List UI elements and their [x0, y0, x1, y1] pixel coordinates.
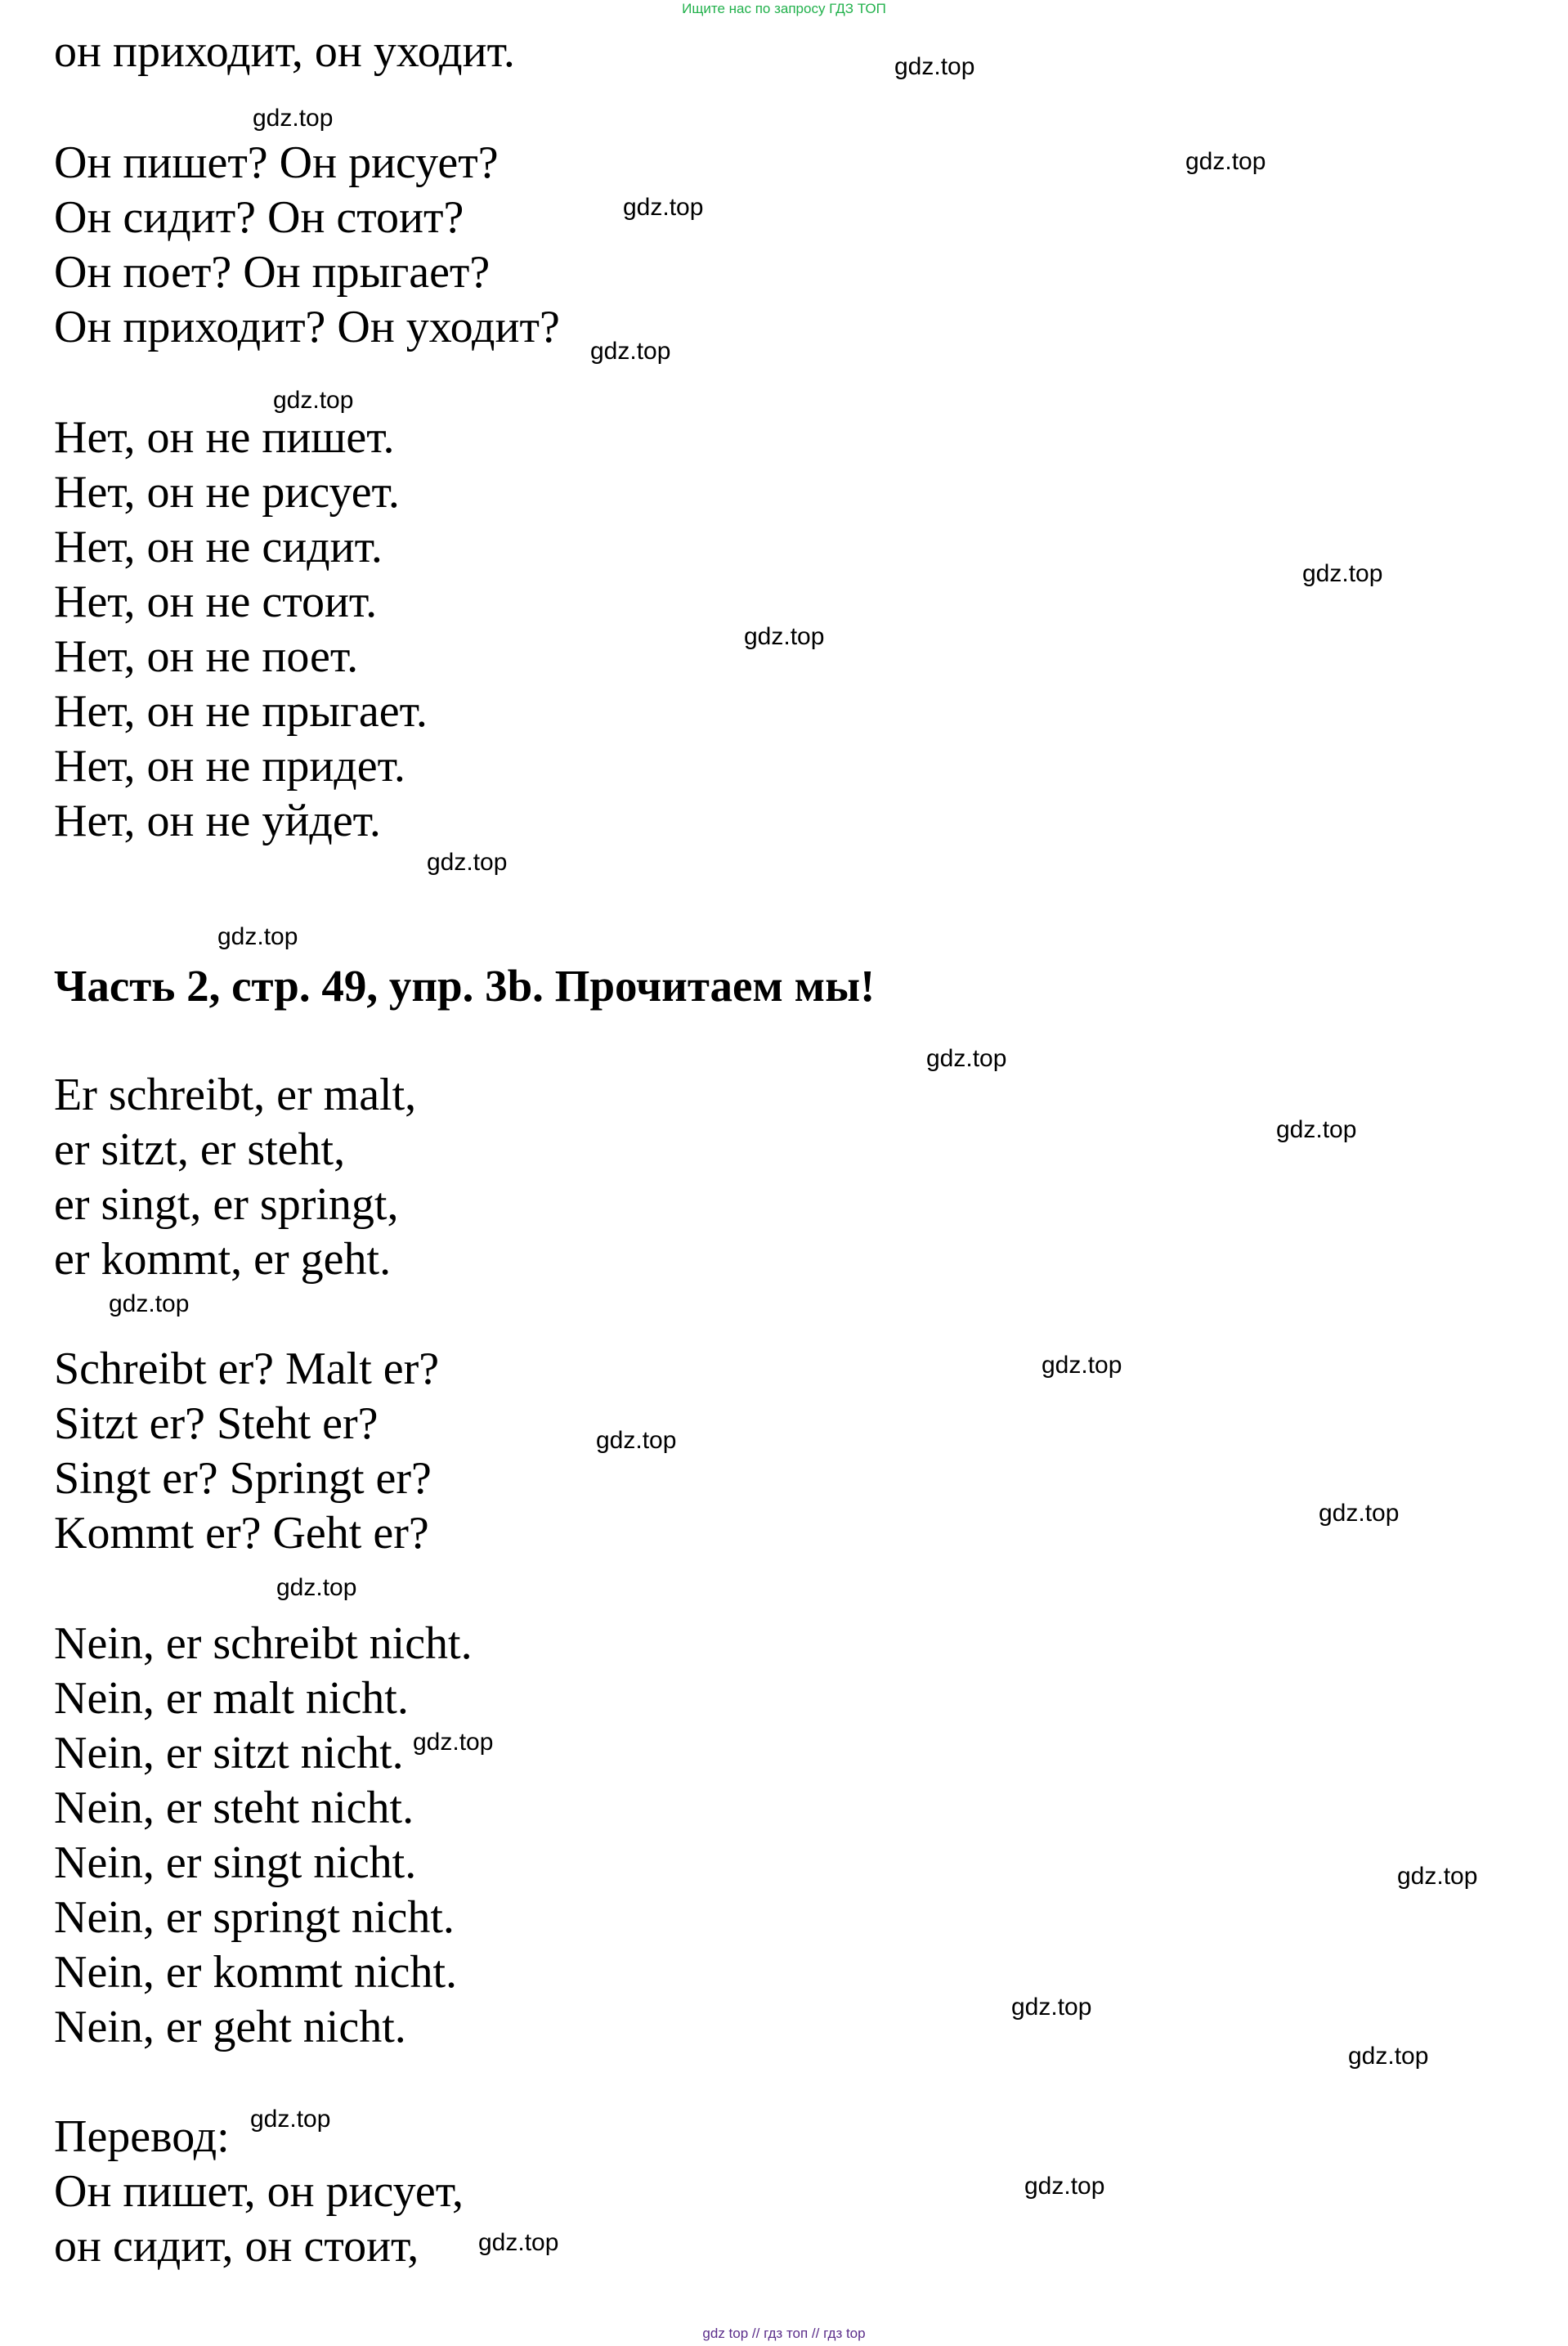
watermark: gdz.top: [744, 623, 825, 650]
text-line: Нет, он не прыгает.: [54, 686, 428, 737]
watermark: gdz.top: [1348, 2043, 1429, 2070]
text-line: Он пишет, он рисует,: [54, 2166, 464, 2217]
text-line: Он поет? Он прыгает?: [54, 247, 491, 298]
watermark: gdz.top: [926, 1045, 1007, 1072]
watermark: gdz.top: [1024, 2173, 1105, 2200]
text-line: Нет, он не сидит.: [54, 522, 383, 572]
watermark: gdz.top: [273, 387, 354, 414]
watermark: gdz.top: [109, 1290, 190, 1317]
text-line: Nein, er schreibt nicht.: [54, 1618, 473, 1669]
watermark: gdz.top: [1042, 1352, 1122, 1379]
watermark: gdz.top: [253, 105, 334, 132]
text-line: Nein, er malt nicht.: [54, 1673, 409, 1724]
text-line: он сидит, он стоит,: [54, 2221, 419, 2272]
watermark: gdz.top: [250, 2106, 331, 2133]
text-line: Nein, er steht nicht.: [54, 1783, 414, 1833]
watermark: gdz.top: [623, 194, 704, 221]
text-line: Он приходит? Он уходит?: [54, 302, 560, 352]
text-line: er sitzt, er steht,: [54, 1124, 346, 1175]
text-line: Nein, er geht nicht.: [54, 2002, 406, 2052]
watermark: gdz.top: [1397, 1863, 1478, 1890]
text-line: Он пишет? Он рисует?: [54, 137, 499, 188]
text-line: Nein, er springt nicht.: [54, 1892, 455, 1943]
watermark: gdz.top: [413, 1729, 494, 1756]
bottom-footer: gdz top // гдз топ // гдз top: [702, 2326, 866, 2341]
text-line: Нет, он не пишет.: [54, 412, 395, 463]
text-line: он приходит, он уходит.: [54, 26, 515, 77]
watermark: gdz.top: [894, 53, 975, 80]
translation-label: Перевод:: [54, 2111, 230, 2162]
watermark: gdz.top: [1276, 1116, 1357, 1143]
text-line: Kommt er? Geht er?: [54, 1508, 429, 1559]
text-line: Schreibt er? Malt er?: [54, 1343, 440, 1394]
top-banner: Ищите нас по запросу ГДЗ ТОП: [682, 1, 886, 16]
section-heading: Часть 2, стр. 49, упр. 3b. Прочитаем мы!: [54, 961, 876, 1011]
text-line: Nein, er kommt nicht.: [54, 1947, 458, 1998]
watermark: gdz.top: [1185, 148, 1266, 175]
watermark: gdz.top: [596, 1427, 677, 1454]
text-line: er kommt, er geht.: [54, 1234, 392, 1285]
text-line: Nein, er sitzt nicht.: [54, 1728, 404, 1779]
watermark: gdz.top: [276, 1574, 357, 1601]
text-line: Нет, он не рисует.: [54, 467, 400, 518]
text-line: Нет, он не уйдет.: [54, 796, 381, 846]
watermark: gdz.top: [1011, 1994, 1092, 2021]
text-line: er singt, er springt,: [54, 1179, 399, 1230]
watermark: gdz.top: [1302, 560, 1383, 587]
text-line: Sitzt er? Steht er?: [54, 1398, 379, 1449]
watermark: gdz.top: [427, 849, 508, 876]
text-line: Nein, er singt nicht.: [54, 1837, 417, 1888]
text-line: Singt er? Springt er?: [54, 1453, 432, 1504]
text-line: Нет, он не стоит.: [54, 576, 378, 627]
text-line: Er schreibt, er malt,: [54, 1070, 417, 1120]
watermark: gdz.top: [590, 338, 671, 365]
watermark: gdz.top: [217, 923, 298, 950]
text-line: Он сидит? Он стоит?: [54, 192, 464, 243]
text-line: Нет, он не придет.: [54, 741, 405, 792]
text-line: Нет, он не поет.: [54, 631, 359, 682]
watermark: gdz.top: [478, 2229, 559, 2256]
watermark: gdz.top: [1319, 1500, 1400, 1527]
